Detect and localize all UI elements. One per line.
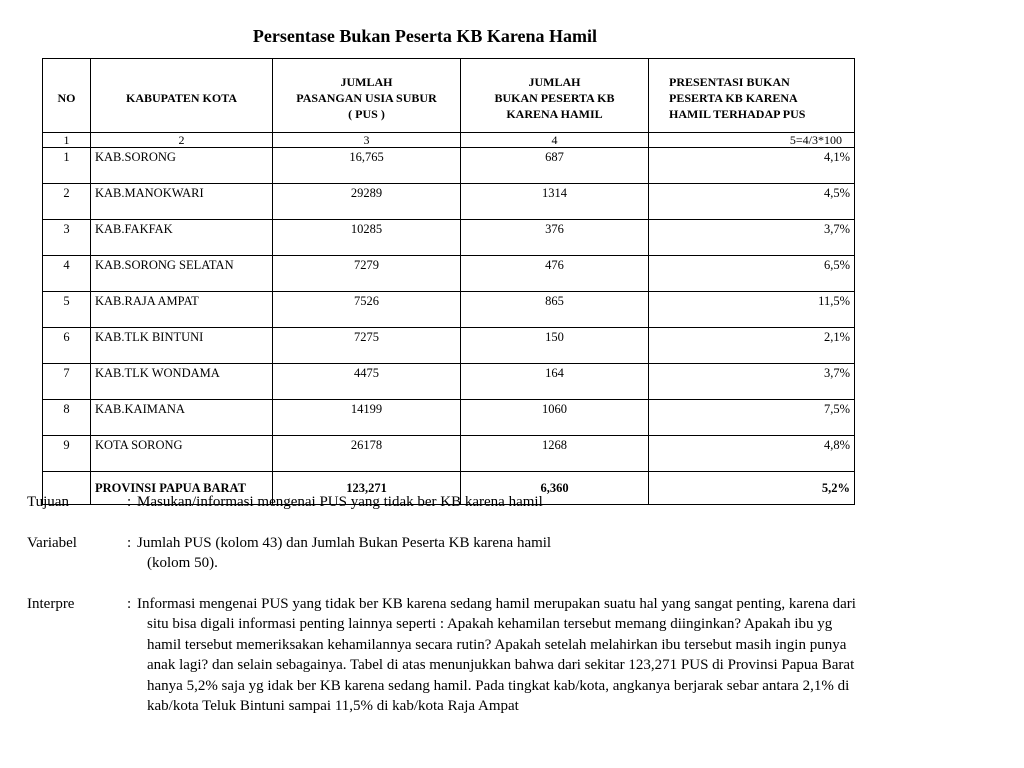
header-pus (273, 59, 461, 133)
cell-bukan: 150 (461, 328, 649, 364)
note-label: Variabel (27, 534, 77, 551)
table-row (43, 436, 855, 472)
cell-bukan: 1060 (461, 400, 649, 436)
data-table (42, 58, 855, 505)
note-line: situ bisa digali informasi penting lainnya seperti : Apakah kehamilan tersebut memang diinginkan? Apakah ibu yg (147, 616, 833, 632)
cell-persen: 7,5% (649, 400, 855, 436)
header-persen-line: HAMIL TERHADAP PUS (669, 106, 806, 121)
header-pus-line: JUMLAH (340, 74, 393, 89)
note-variabel (27, 533, 977, 574)
note-line: anak lagi? dan selain sebagainya. Tabel di atas menunjukkan bahwa dari sekitar 123,271 PUS di Provinsi Papua Barat (147, 657, 855, 673)
cell-pus: 26178 (273, 436, 461, 472)
cell-persen: 4,1% (649, 148, 855, 184)
cell-kabupaten: KAB.SORONG (91, 148, 273, 184)
note-interpre (27, 594, 977, 717)
cell-kabupaten: KAB.TLK BINTUNI (91, 328, 273, 364)
note-body (137, 594, 977, 717)
cell-pus: 16,765 (273, 148, 461, 184)
header-pus-line: ( PUS ) (348, 106, 385, 121)
note-line: Jumlah PUS (kolom 43) dan Jumlah Bukan Peserta KB karena hamil (137, 534, 552, 551)
cell-persen: 2,1% (649, 328, 855, 364)
cell-kabupaten: KAB.SORONG SELATAN (91, 256, 273, 292)
note-line: hamil tersebut memeriksakan kehamilannya secara rutin? Apakah setelah melahirkan ibu tersebut masih ingin punya (147, 636, 847, 653)
cell-no: 5 (43, 292, 91, 328)
cell-pus: 29289 (273, 184, 461, 220)
column-index: 5=4/3*100 (649, 133, 855, 148)
note-line: Masukan/informasi mengenai PUS yang tidak ber KB karena hamil (137, 494, 543, 510)
cell-bukan: 376 (461, 220, 649, 256)
page-title-text: Persentase Bukan Peserta KB Karena Hamil (252, 26, 598, 46)
cell-no: 9 (43, 436, 91, 472)
cell-no: 3 (43, 220, 91, 256)
cell-pus: 7526 (273, 292, 461, 328)
table-row (43, 364, 855, 400)
column-index: 1 (43, 133, 91, 148)
note-label: Tujuan (27, 494, 69, 510)
header-bukan-line: JUMLAH (528, 74, 581, 89)
table-row (43, 220, 855, 256)
column-index: 2 (91, 133, 273, 148)
cell-bukan: 865 (461, 292, 649, 328)
cell-no: 2 (43, 184, 91, 220)
cell-kabupaten: KAB.FAKFAK (91, 220, 273, 256)
note-line: hanya 5,2% saja yg idak ber KB karena sedang hamil. Pada tingkat kab/kota, angkanya berjarak sebar antara 2,1% di (147, 677, 850, 694)
header-persen-line: PESERTA KB KARENA (669, 90, 798, 105)
note-line: (kolom 50). (147, 555, 218, 571)
table-row (43, 256, 855, 292)
cell-persen: 11,5% (649, 292, 855, 328)
table-header (43, 59, 855, 133)
table-row (43, 400, 855, 436)
cell-persen: 4,5% (649, 184, 855, 220)
cell-bukan: 164 (461, 364, 649, 400)
note-label: Interpre (27, 595, 75, 612)
header-row (43, 59, 855, 133)
cell-persen: 3,7% (649, 364, 855, 400)
cell-no: 6 (43, 328, 91, 364)
cell-pus: 14199 (273, 400, 461, 436)
cell-kabupaten: KAB.KAIMANA (91, 400, 273, 436)
cell-pus: 10285 (273, 220, 461, 256)
cell-kabupaten: KAB.MANOKWARI (91, 184, 273, 220)
header-bukan (461, 59, 649, 133)
header-pus-line: PASANGAN USIA SUBUR (296, 90, 437, 105)
total-kabupaten: PROVINSI PAPUA BARAT (91, 472, 273, 505)
cell-persen: 6,5% (649, 256, 855, 292)
table-body (43, 133, 855, 505)
column-index-row (43, 133, 855, 148)
note-colon: : (127, 494, 132, 510)
table-row (43, 292, 855, 328)
header-persen-line: PRESENTASI BUKAN (669, 74, 790, 89)
note-tujuan (27, 492, 977, 513)
cell-bukan: 1268 (461, 436, 649, 472)
note-body (137, 492, 977, 513)
table-row (43, 184, 855, 220)
cell-no: 1 (43, 148, 91, 184)
note-colon: : (127, 595, 132, 612)
cell-no: 8 (43, 400, 91, 436)
header-bukan-line: KARENA HAMIL (506, 106, 603, 121)
cell-pus: 4475 (273, 364, 461, 400)
note-line: Informasi mengenai PUS yang tidak ber KB karena sedang hamil merupakan suatu hal yang sangat penting, karena dari (137, 595, 856, 612)
table-row (43, 328, 855, 364)
cell-kabupaten: KAB.RAJA AMPAT (91, 292, 273, 328)
note-colon: : (127, 534, 132, 551)
cell-pus: 7275 (273, 328, 461, 364)
cell-no: 4 (43, 256, 91, 292)
header-kabupaten: KABUPATEN KOTA (91, 59, 273, 133)
page-title (0, 26, 850, 47)
cell-pus: 7279 (273, 256, 461, 292)
cell-bukan: 687 (461, 148, 649, 184)
header-bukan-line: BUKAN PESERTA KB (494, 90, 615, 105)
cell-persen: 4,8% (649, 436, 855, 472)
column-index: 4 (461, 133, 649, 148)
note-line: kab/kota Teluk Bintuni sampai 11,5% di kab/kota Raja Ampat (147, 698, 519, 714)
cell-no: 7 (43, 364, 91, 400)
notes-section (27, 492, 977, 737)
header-no: NO (43, 59, 91, 133)
table-row (43, 148, 855, 184)
cell-persen: 3,7% (649, 220, 855, 256)
total-persen: 5,2% (649, 472, 855, 505)
total-bukan: 6,360 (461, 472, 649, 505)
cell-kabupaten: KOTA SORONG (91, 436, 273, 472)
header-persen (649, 59, 855, 133)
note-body (137, 533, 977, 574)
cell-bukan: 476 (461, 256, 649, 292)
column-index: 3 (273, 133, 461, 148)
cell-kabupaten: KAB.TLK WONDAMA (91, 364, 273, 400)
cell-bukan: 1314 (461, 184, 649, 220)
total-pus: 123,271 (273, 472, 461, 505)
